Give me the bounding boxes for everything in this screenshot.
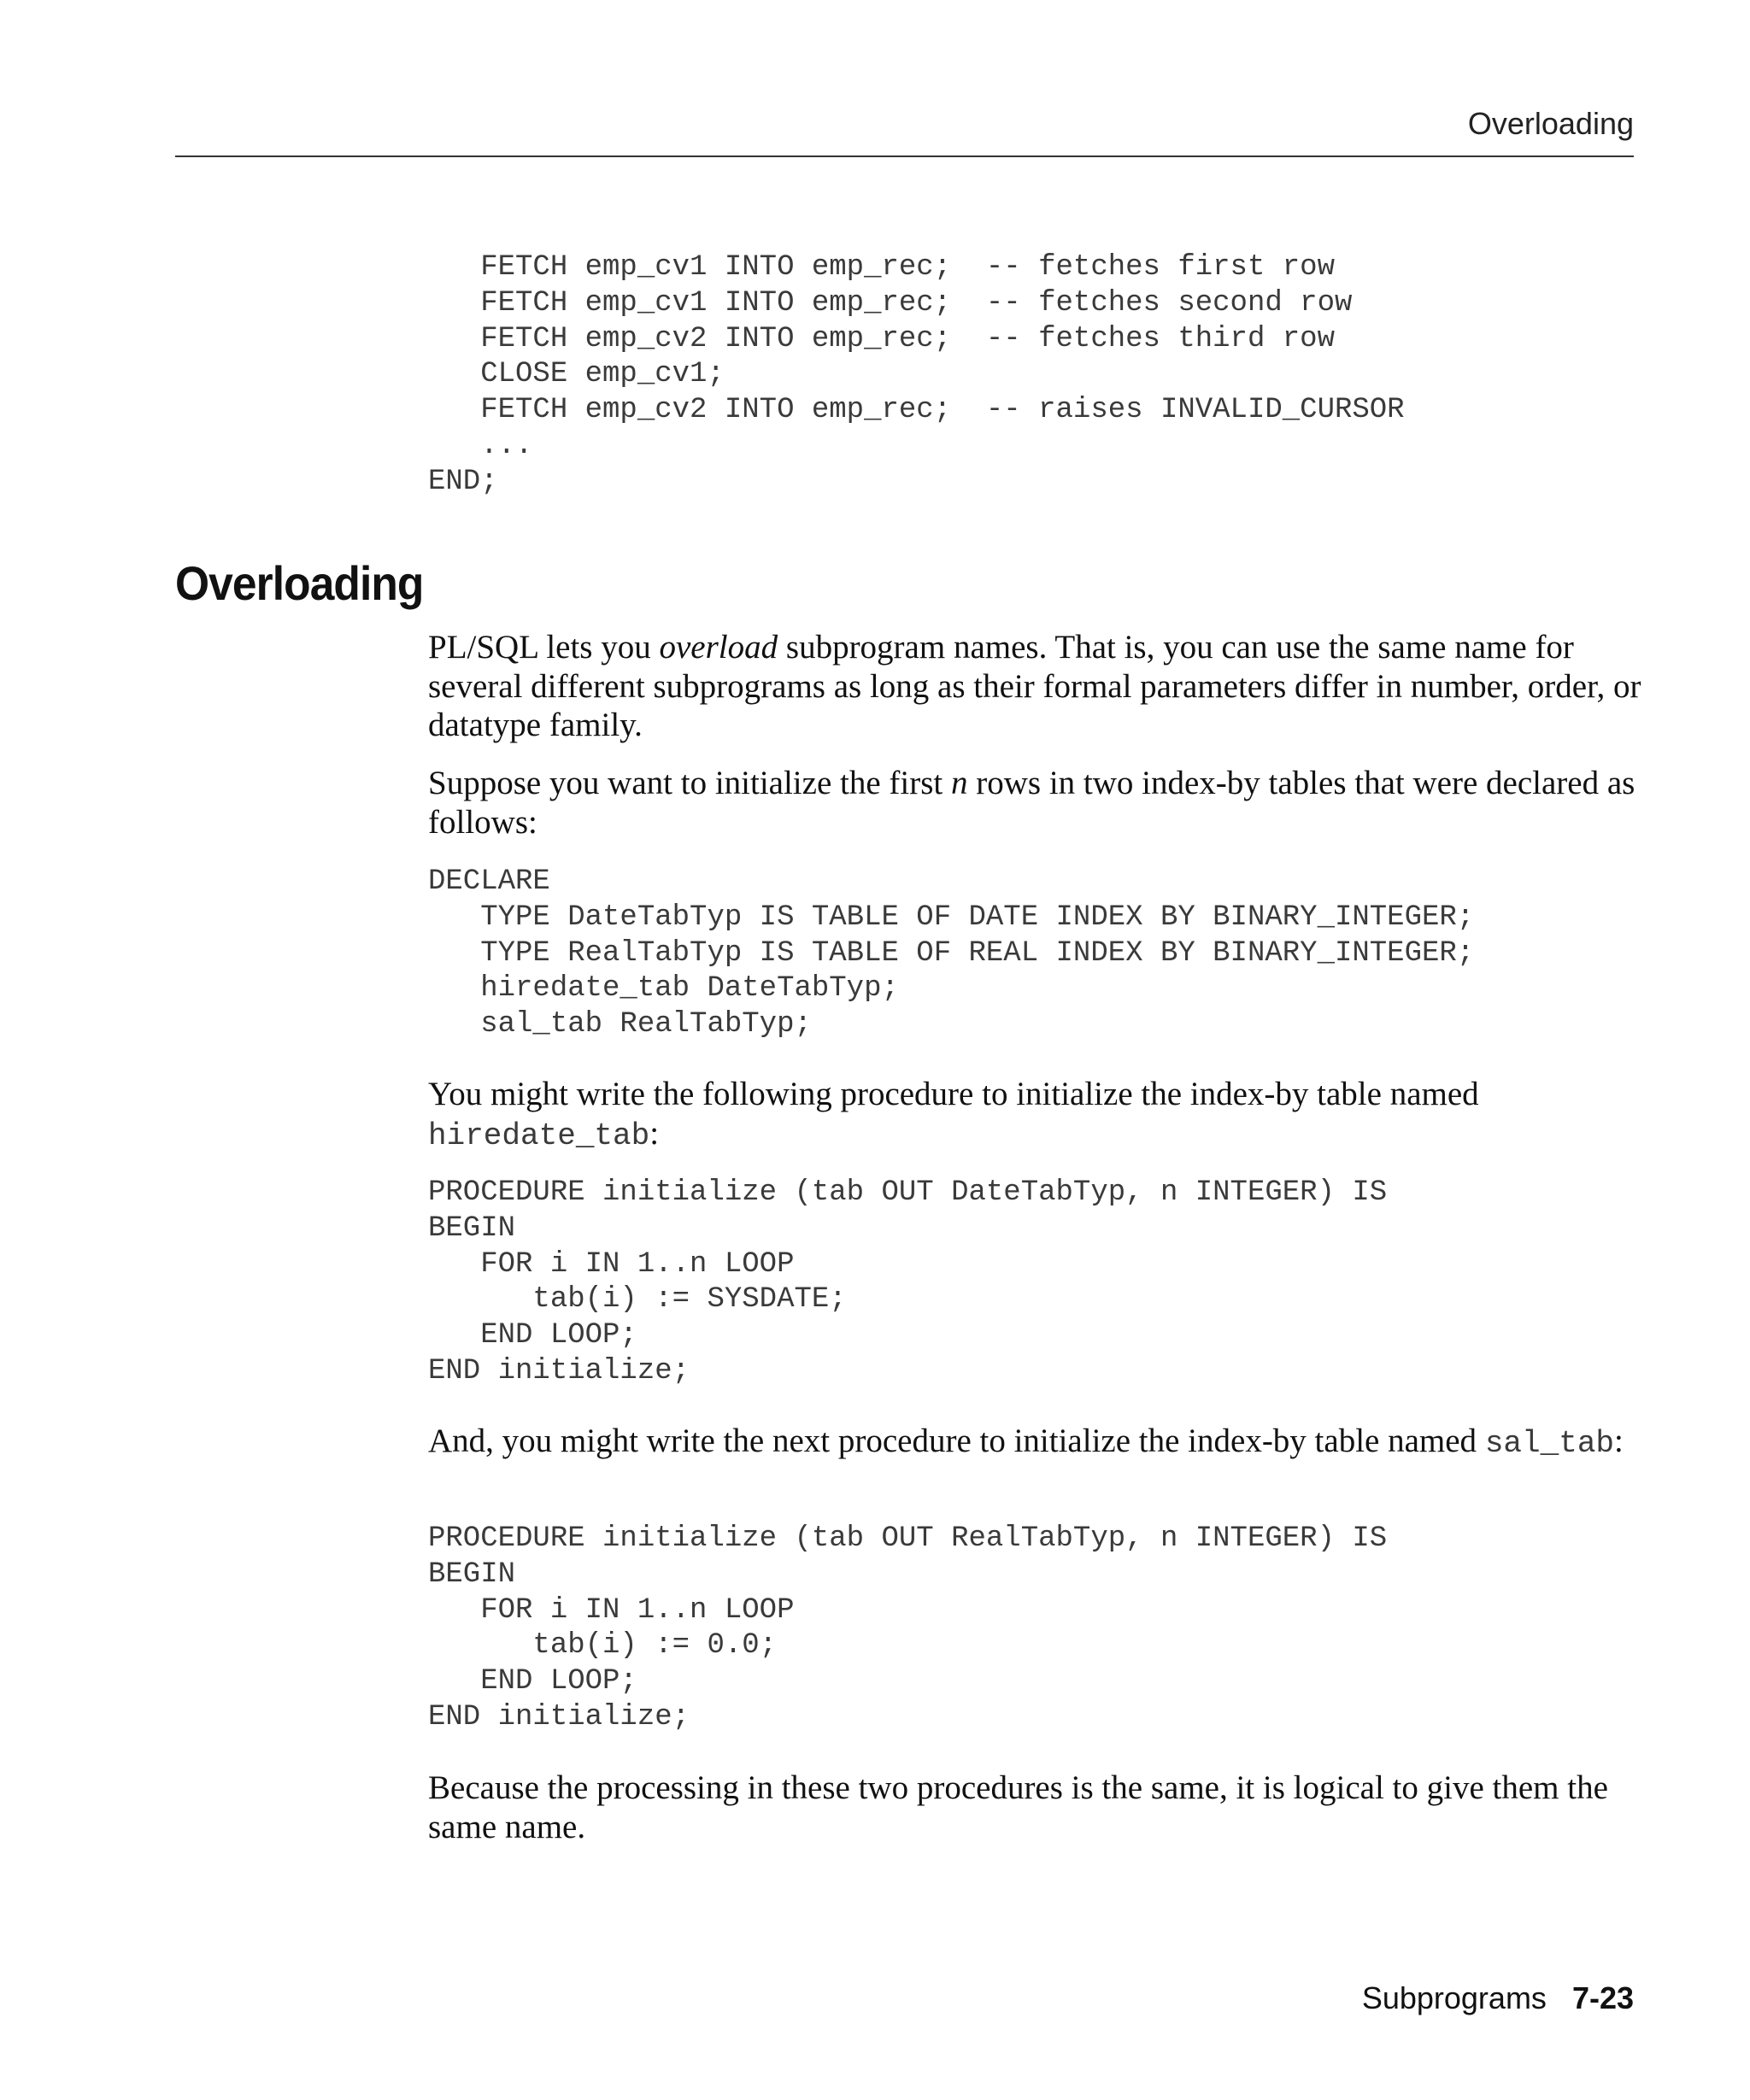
code-line: BEGIN (428, 1211, 516, 1245)
code-line: FETCH emp_cv2 INTO emp_rec; -- raises INVALID_CURSOR (428, 394, 1405, 427)
paragraph-text: You might write the following procedure to initialize the index-by table named (428, 1076, 1479, 1112)
code-line: FETCH emp_cv1 INTO emp_rec; -- fetches second row (428, 286, 1353, 320)
code-line: sal_tab RealTabTyp; (428, 1008, 812, 1041)
page-number: 7-23 (1571, 1980, 1634, 2015)
code-line: BEGIN (428, 1557, 516, 1591)
code-line: FETCH emp_cv1 INTO emp_rec; -- fetches first row (428, 251, 1335, 284)
code-line: FOR i IN 1..n LOOP (428, 1247, 795, 1281)
paragraph-text: rows in two index-by tables that were declared as follows: (428, 765, 1635, 841)
paragraph-saltab (428, 1422, 1641, 1464)
code-line: CLOSE emp_cv1; (428, 358, 725, 391)
code-line: tab(i) := SYSDATE; (428, 1283, 847, 1317)
code-line: FOR i IN 1..n LOOP (428, 1593, 795, 1627)
paragraph-text: : (1614, 1422, 1624, 1459)
code-line: END; (428, 465, 498, 498)
paragraph-text: : (649, 1114, 660, 1152)
paragraph-text: And, you might write the next procedure to initialize the index-by table named (428, 1422, 1485, 1459)
emphasis-term: n (950, 765, 968, 801)
code-line: END initialize; (428, 1354, 690, 1387)
code-block-procedure-date (428, 1176, 1387, 1390)
code-line: END LOOP; (428, 1665, 637, 1698)
code-line: END LOOP; (428, 1319, 637, 1352)
inline-code: sal_tab (1484, 1426, 1615, 1461)
footer-chapter: Subprograms (1361, 1980, 1547, 2015)
paragraph-hiredate (428, 1075, 1641, 1155)
paragraph-suppose (428, 764, 1641, 842)
paragraph-intro (428, 628, 1641, 745)
code-block-declare (428, 865, 1474, 1043)
paragraph-text: subprogram names. That is, you can use the same name for several different subprograms as long as their formal parameters differ in number, order, or datatype family. (428, 629, 1641, 743)
code-line: PROCEDURE initialize (tab OUT RealTabTyp, n INTEGER) IS (428, 1522, 1388, 1555)
code-line: ... (428, 429, 533, 462)
paragraph-conclusion: Because the processing in these two procedures is the same, it is logical to give them the same name. (428, 1769, 1608, 1845)
code-block-procedure-real (428, 1522, 1387, 1736)
code-line: TYPE DateTabTyp IS TABLE OF DATE INDEX BY BINARY_INTEGER; (428, 900, 1475, 934)
section-title: Overloading (175, 556, 424, 610)
code-line: TYPE RealTabTyp IS TABLE OF REAL INDEX BY BINARY_INTEGER; (428, 936, 1475, 970)
running-header: Overloading (1467, 106, 1634, 141)
paragraph-text: Suppose you want to initialize the first (428, 765, 951, 801)
emphasis-term: overload (659, 629, 778, 666)
code-line: DECLARE (428, 865, 550, 898)
code-line: hiredate_tab DateTabTyp; (428, 972, 899, 1006)
header-rule (175, 155, 1634, 157)
paragraph-text: PL/SQL lets you (428, 629, 660, 666)
code-line: FETCH emp_cv2 INTO emp_rec; -- fetches third row (428, 322, 1335, 355)
inline-code: hiredate_tab (428, 1117, 650, 1153)
code-line: END initialize; (428, 1700, 690, 1733)
code-line: tab(i) := 0.0; (428, 1629, 778, 1663)
code-block-fetch (428, 250, 1405, 501)
code-line: PROCEDURE initialize (tab OUT DateTabTyp, n INTEGER) IS (428, 1176, 1388, 1209)
page-footer (1362, 1980, 1634, 2016)
